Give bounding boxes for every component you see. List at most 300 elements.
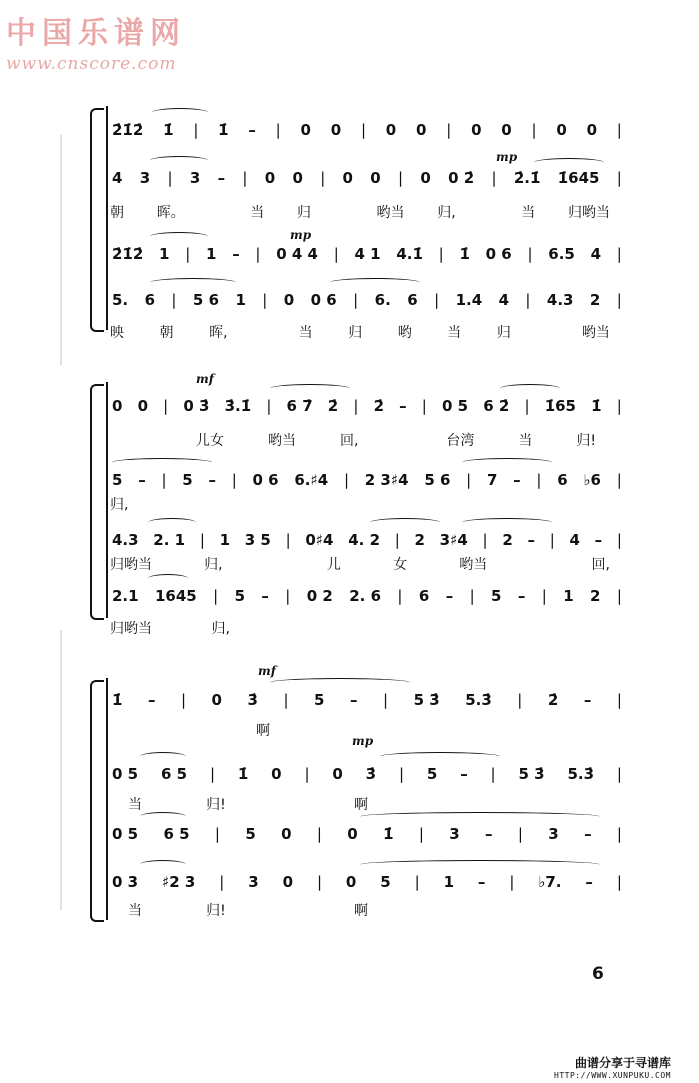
barline: | (343, 471, 350, 489)
note-group: 3̇ (247, 691, 258, 709)
note-group: 0♯4 (305, 531, 334, 549)
score-row (112, 286, 622, 314)
note-group: 0 (264, 169, 276, 187)
dynamic-mark: mf (258, 664, 276, 678)
footer-text: 曲谱分享于寻谱库 (574, 1056, 671, 1070)
lyric-row (110, 202, 610, 222)
lyric-syllable: 当 (518, 433, 533, 449)
note-group: 1̇ (383, 825, 394, 843)
barline: | (616, 245, 622, 263)
lyric-syllable: 哟 (397, 325, 412, 341)
score-row (112, 116, 622, 144)
note-group: 0 (292, 169, 303, 187)
slur (150, 278, 236, 287)
note-group: 5 3̇ (518, 765, 545, 783)
note-group: 0 (281, 825, 292, 843)
note-group: – (217, 169, 226, 187)
note-group: 1 (235, 291, 246, 309)
lyric-syllable: 归哟当 (110, 557, 152, 573)
barline: | (333, 245, 339, 263)
footer (554, 1054, 671, 1080)
note-group: 1̇ (591, 397, 602, 415)
note-group: 0 4 4 (276, 245, 318, 263)
note-group: 3 (189, 169, 201, 187)
slur (152, 108, 208, 117)
barline: | (509, 873, 515, 891)
note-group: 1̇ (218, 121, 229, 139)
lyric-syllable: 朝 (110, 205, 124, 221)
note-group: – (232, 245, 240, 263)
barline: | (446, 121, 452, 139)
note-group: – (261, 587, 269, 605)
slur (462, 518, 552, 527)
lyric-syllable: 归 (297, 205, 311, 221)
barline: | (434, 291, 440, 309)
system-brace (90, 680, 104, 922)
note-group: 0 (347, 825, 358, 843)
note-group: 1 (219, 531, 231, 549)
score-row (112, 392, 622, 420)
barline: | (397, 587, 403, 605)
note-group: 4. 2 (348, 531, 381, 549)
note-group: 4.3 (546, 291, 574, 309)
note-group: 0 (556, 121, 567, 139)
note-group: 3 5 (244, 531, 271, 549)
note-group: – (349, 691, 358, 709)
barline: | (353, 397, 359, 415)
note-group: 1̇ (459, 245, 470, 263)
note-group: 1645 (154, 587, 197, 605)
note-group: 2̇1̇2̇ (112, 245, 144, 263)
note-group: 5 (380, 873, 391, 891)
score-row (112, 164, 622, 192)
barline: | (616, 121, 622, 139)
lyric-syllable: 当 (128, 903, 142, 919)
lyric-syllable: 台湾 (446, 433, 475, 449)
system-line (106, 678, 108, 920)
note-group: – (584, 825, 592, 843)
barline: | (469, 587, 475, 605)
barline: | (421, 397, 427, 415)
lyric-syllable: 归 (496, 325, 511, 341)
note-group: 0 (112, 397, 123, 415)
note-group: 2. 1 (153, 531, 186, 549)
note-group: 6 (407, 291, 418, 309)
note-group: 0 (416, 121, 427, 139)
note-group: 1̇ (112, 691, 123, 709)
barline: | (163, 397, 169, 415)
note-group: 5 (426, 765, 438, 783)
note-group: 3 (449, 825, 460, 843)
note-group: 2 (590, 587, 601, 605)
barline: | (185, 245, 191, 263)
note-group: 2̇ (373, 397, 384, 415)
lyric-row (110, 618, 230, 638)
slur (462, 458, 552, 467)
lyric-syllable: 儿 (326, 557, 341, 573)
note-group: 2̇ (547, 691, 559, 709)
lyric-syllable: 归, (204, 557, 223, 573)
barline: | (616, 825, 622, 843)
score-row (112, 760, 622, 788)
lyric-syllable: 啊 (256, 723, 270, 739)
note-group: 4.3 (112, 531, 139, 549)
barline: | (275, 121, 281, 139)
note-group: 7 (486, 471, 498, 489)
barline: | (616, 587, 622, 605)
barline: | (180, 691, 187, 709)
note-group: 3♯4 (439, 531, 468, 549)
slur (148, 574, 188, 583)
lyric-syllable: 归! (206, 903, 226, 919)
note-group: 2 3♯4 (364, 471, 409, 489)
slur (148, 518, 196, 527)
note-group: 2 (589, 291, 601, 309)
lyric-syllable: 归哟当 (567, 205, 610, 221)
barline: | (490, 765, 496, 783)
lyric-syllable: 当 (250, 205, 265, 221)
note-group: 4 1 (354, 245, 381, 263)
lyric-syllable: 归哟当 (110, 621, 152, 637)
barline: | (242, 169, 248, 187)
note-group: 0 (283, 291, 295, 309)
note-group: 0 3̇ (183, 397, 210, 415)
lyric-row (256, 720, 316, 740)
note-group: 0 (137, 397, 149, 415)
barline: | (266, 397, 272, 415)
barline: | (219, 873, 225, 891)
barline: | (414, 873, 420, 891)
barline: | (316, 825, 322, 843)
slur (534, 158, 604, 167)
barline: | (316, 873, 322, 891)
scan-hairline (60, 630, 62, 910)
note-group: 2 (502, 531, 513, 549)
system-brace (90, 384, 104, 620)
barline: | (285, 531, 291, 549)
note-group: – (460, 765, 468, 783)
lyric-syllable: 哟当 (267, 433, 296, 449)
barline: | (383, 691, 389, 709)
lyric-row (110, 494, 610, 514)
note-group: 6. (374, 291, 391, 309)
lyric-syllable: 归! (576, 433, 596, 449)
note-group: – (147, 691, 156, 709)
note-group: 5 (182, 471, 193, 489)
note-group: – (594, 531, 603, 549)
note-group: 5 (491, 587, 502, 605)
lyric-row (128, 794, 368, 814)
lyric-syllable: 归 (348, 325, 363, 341)
lyric-syllable: 晖。 (156, 205, 185, 221)
note-group: 1̇645 (557, 169, 600, 187)
system-line (106, 106, 108, 330)
lyric-row (196, 430, 596, 450)
barline: | (394, 531, 400, 549)
barline: | (525, 291, 531, 309)
barline: | (531, 121, 537, 139)
note-group: – (513, 471, 521, 489)
note-group: 6.♯4 (294, 471, 329, 489)
note-group: 0 (420, 169, 431, 187)
barline: | (320, 169, 326, 187)
lyric-syllable: 当 (298, 325, 313, 341)
barline: | (616, 291, 622, 309)
note-group: 0 6 (310, 291, 337, 309)
lyric-syllable: 归! (206, 797, 226, 813)
watermark-url: www.cnscore.com (6, 54, 177, 74)
slur (370, 518, 440, 527)
lyric-syllable: 回, (339, 433, 359, 449)
slur (330, 278, 420, 287)
barline: | (616, 765, 622, 783)
note-group: 3 (248, 873, 259, 891)
note-group: 0 (300, 121, 311, 139)
barline: | (466, 471, 472, 489)
note-group: 2.1 (112, 587, 139, 605)
slur (500, 384, 560, 393)
slur (380, 752, 500, 761)
note-group: 5.3̇ (465, 691, 492, 709)
lyric-row (110, 554, 610, 574)
note-group: 3̇.1̇ (224, 397, 252, 415)
note-group: ♯2 3 (162, 873, 196, 891)
note-group: 6 5 (160, 765, 188, 783)
note-group: 4 (590, 245, 602, 263)
lyric-syllable: 当 (447, 325, 462, 341)
note-group: ♭6 (583, 471, 601, 489)
slur (150, 232, 208, 241)
note-group: 6 7̇ (286, 397, 313, 415)
note-group: 0 5 (112, 825, 139, 843)
lyric-syllable: 啊 (354, 797, 368, 813)
note-group: 1̇65 (544, 397, 576, 415)
note-group: – (399, 397, 407, 415)
slur (150, 156, 208, 165)
note-group: 0 (345, 873, 357, 891)
score-row (112, 582, 622, 610)
barline: | (438, 245, 444, 263)
note-group: 0 (342, 169, 353, 187)
lyric-syllable: 映 (110, 325, 124, 341)
system-brace (90, 108, 104, 332)
note-group: 3̇ (365, 765, 377, 783)
note-group: 2 (414, 531, 425, 549)
slur (140, 860, 186, 869)
note-group: – (583, 691, 592, 709)
note-group: 3 (139, 169, 151, 187)
note-group: 6 (418, 587, 430, 605)
lyric-syllable: 回, (591, 557, 610, 573)
lyric-syllable: 归, (211, 621, 230, 637)
note-group: 1.4 (455, 291, 483, 309)
note-group: 0 (385, 121, 397, 139)
note-group: 5 (245, 825, 256, 843)
barline: | (304, 765, 310, 783)
score-row (112, 240, 622, 268)
barline: | (491, 169, 497, 187)
note-group: 1 (563, 587, 574, 605)
score-row (112, 868, 622, 896)
page-number: 6 (592, 964, 604, 984)
note-group: – (138, 471, 146, 489)
dynamic-mark: mf (196, 372, 214, 386)
barline: | (171, 291, 177, 309)
note-group: 0 (332, 765, 343, 783)
note-group: 1 (206, 245, 217, 263)
lyric-syllable: 哟当 (376, 205, 405, 221)
barline: | (398, 765, 405, 783)
note-group: 5. (112, 291, 129, 309)
note-group: 0 (282, 873, 294, 891)
lyric-syllable: 啊 (354, 903, 368, 919)
note-group: 6.5 (548, 245, 575, 263)
lyric-syllable: 朝 (159, 325, 174, 341)
note-group: 4.1̇ (396, 245, 423, 263)
note-group: 4 (498, 291, 509, 309)
score-row (112, 686, 622, 714)
note-group: – (485, 825, 493, 843)
lyric-syllable: 归, (110, 497, 129, 513)
barline: | (616, 169, 622, 187)
note-group: – (517, 587, 526, 605)
dynamic-mark: mp (352, 734, 374, 748)
score-row (112, 466, 622, 494)
barline: | (353, 291, 359, 309)
lyric-syllable: 晖, (209, 325, 228, 341)
slur (140, 812, 186, 821)
barline: | (360, 121, 366, 139)
lyric-syllable: 儿女 (196, 433, 224, 449)
note-group: – (477, 873, 486, 891)
note-group: 0 5 (112, 765, 139, 783)
note-group: 0 5 (441, 397, 469, 415)
note-group: – (527, 531, 535, 549)
lyric-syllable: 哟当 (581, 325, 610, 341)
note-group: 1̇ (237, 765, 249, 783)
footer-url: HTTP://WWW.XUNPUKU.COM (554, 1071, 671, 1080)
slur (360, 812, 600, 821)
barline: | (536, 471, 542, 489)
note-group: 2̇ (327, 397, 339, 415)
lyric-syllable: 哟当 (459, 557, 488, 573)
barline: | (517, 691, 523, 709)
note-group: 5 (234, 587, 245, 605)
barline: | (199, 531, 205, 549)
note-group: 2̇.1̇ (513, 169, 541, 187)
note-group: 5 3̇ (413, 691, 440, 709)
lyric-syllable: 当 (521, 205, 536, 221)
note-group: 5 6 (192, 291, 220, 309)
score-row (112, 526, 622, 554)
note-group: 1̇ (163, 121, 174, 139)
system-line (106, 382, 108, 618)
note-group: – (445, 587, 454, 605)
barline: | (231, 471, 237, 489)
note-group: 0 3 (112, 873, 139, 891)
score-row (112, 820, 622, 848)
note-group: 0 (370, 169, 381, 187)
note-group: 0 2 (306, 587, 333, 605)
barline: | (616, 397, 622, 415)
note-group: 0 (211, 691, 222, 709)
note-group: ♭7. (538, 873, 562, 891)
barline: | (213, 587, 219, 605)
note-group: – (248, 121, 256, 139)
note-group: – (208, 471, 216, 489)
barline: | (398, 169, 404, 187)
barline: | (283, 691, 289, 709)
barline: | (193, 121, 199, 139)
note-group: 0 (471, 121, 482, 139)
barline: | (527, 245, 533, 263)
slur (270, 384, 350, 393)
note-group: 1 (443, 873, 454, 891)
note-group: 1 (159, 245, 170, 263)
barline: | (616, 691, 622, 709)
barline: | (482, 531, 488, 549)
note-group: 5 6 (424, 471, 451, 489)
lyric-row (110, 322, 610, 342)
barline: | (616, 873, 622, 891)
dynamic-mark: mp (290, 228, 312, 242)
barline: | (214, 825, 220, 843)
barline: | (161, 471, 167, 489)
barline: | (517, 825, 523, 843)
barline: | (549, 531, 555, 549)
note-group: 6 (557, 471, 568, 489)
note-group: 4 (569, 531, 580, 549)
lyric-syllable: 归, (437, 205, 456, 221)
note-group: 0 (271, 765, 282, 783)
slur (360, 860, 600, 869)
note-group: 4 (112, 169, 123, 187)
scan-hairline (60, 135, 62, 365)
dynamic-mark: mp (496, 150, 518, 164)
note-group: 3 (548, 825, 559, 843)
slur (140, 752, 186, 761)
note-group: 0 6 (485, 245, 512, 263)
note-group: – (585, 873, 593, 891)
barline: | (616, 471, 622, 489)
note-group: 2̇1̇2̇ (112, 121, 144, 139)
note-group: 5 (112, 471, 123, 489)
note-group: 6 (144, 291, 155, 309)
slur (270, 678, 410, 687)
watermark (6, 8, 186, 74)
note-group: 6 5 (163, 825, 190, 843)
barline: | (418, 825, 424, 843)
note-group: 0 2̇ (448, 169, 475, 187)
barline: | (524, 397, 530, 415)
barline: | (541, 587, 547, 605)
watermark-chinese: 中国乐谱网 (6, 16, 186, 51)
note-group: 0 6 (252, 471, 279, 489)
barline: | (616, 531, 622, 549)
lyric-syllable: 当 (128, 797, 142, 813)
barline: | (255, 245, 261, 263)
note-group: 0 (586, 121, 597, 139)
note-group: 2. 6 (349, 587, 382, 605)
note-group: 0 (330, 121, 342, 139)
barline: | (262, 291, 268, 309)
note-group: 0 (501, 121, 512, 139)
lyric-row (128, 900, 368, 920)
lyric-syllable: 女 (393, 557, 408, 573)
note-group: 6 2̇ (483, 397, 510, 415)
note-group: 5.3̇ (567, 765, 595, 783)
barline: | (209, 765, 215, 783)
